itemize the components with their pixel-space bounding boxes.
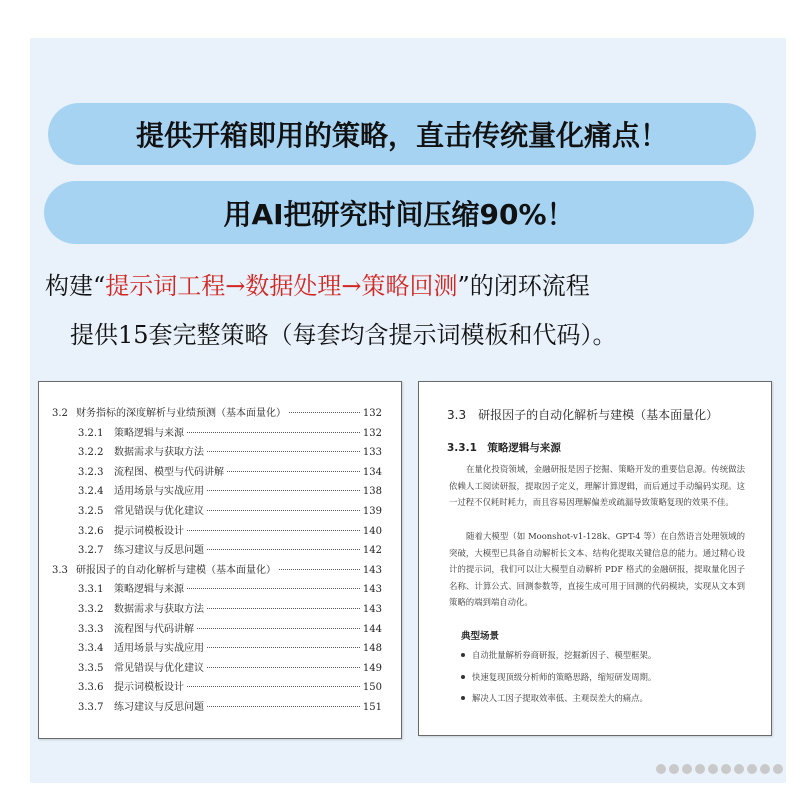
toc-number: 3.3.5	[78, 662, 104, 674]
toc-entry[interactable]	[78, 620, 382, 636]
toc-entry[interactable]	[52, 404, 382, 420]
workflow-line	[45, 266, 765, 301]
toc-title: 流程图与代码讲解	[114, 623, 194, 635]
toc-entry[interactable]	[78, 659, 382, 675]
toc-page-number: 149	[362, 662, 382, 674]
headline-banner-1	[48, 103, 756, 165]
toc-number: 3.2.5	[78, 506, 104, 517]
toc-page-number: 134	[362, 466, 382, 478]
dot-icon	[721, 764, 731, 774]
toc-title: 适用场景与实战应用	[114, 643, 204, 655]
toc-title: 数据需求与获取方法	[114, 447, 204, 459]
toc-title: 常见错误与优化建议	[114, 506, 204, 517]
dot-icon	[682, 764, 692, 774]
toc-entry[interactable]	[78, 424, 382, 440]
toc-entry[interactable]	[78, 502, 382, 518]
toc-title: 适用场景与实战应用	[114, 486, 204, 498]
workflow-prefix: 构建“	[45, 272, 106, 300]
headline-1-text: 提供开箱即用的策略，直击传统量化痛点！	[135, 119, 668, 152]
dot-icon	[708, 764, 718, 774]
workflow-highlight: 提示词工程→数据处理→策略回测	[105, 272, 458, 300]
toc-leader-dots	[207, 667, 360, 668]
toc-title: 策略逻辑与来源	[114, 584, 184, 596]
dot-icon	[656, 764, 666, 774]
toc-number: 3.2.7	[78, 545, 104, 557]
paragraph-1: 在量化投资领域，金融研报是因子挖掘、策略开发的重要信息源。传统做法依赖人工阅读研报，提取因子定义，理解计算逻辑，而后通过手动编码实现。这一过程不仅耗时耗力，而且容易因理解偏差或疏漏导致策略复现的效果不佳。	[449, 464, 745, 507]
toc-page-number: 133	[362, 447, 382, 459]
toc-number: 3.3	[52, 564, 68, 576]
toc-entry[interactable]	[78, 698, 382, 714]
toc-page-number: 132	[362, 427, 382, 439]
toc-number: 3.2	[52, 408, 68, 419]
dot-icon	[734, 764, 744, 774]
toc-leader-dots	[207, 510, 360, 511]
toc-entry[interactable]	[78, 541, 382, 557]
toc-leader-dots	[187, 588, 360, 589]
toc-title: 策略逻辑与来源	[114, 427, 184, 439]
toc-leader-dots	[279, 569, 360, 570]
toc-entry[interactable]	[78, 482, 382, 498]
strategy-count-line: 提供15套完整策略（每套均含提示词模板和代码）。	[70, 321, 617, 349]
toc-leader-dots	[289, 412, 360, 413]
bullet-dot-icon	[461, 696, 465, 700]
toc-number: 3.2.1	[78, 427, 104, 439]
toc-number: 3.2.6	[78, 525, 104, 537]
headline-2-text: 用AI把研究时间压缩90%！	[223, 197, 575, 231]
toc-number: 3.3.1	[78, 584, 104, 596]
toc-leader-dots	[207, 490, 360, 491]
paragraph-2: 随着大模型（如 Moonshot-v1-128k、GPT-4 等）在自然语言处理领域的突破，大模型已具备自动解析长文本、结构化提取关键信息的能力。通过精心设计的提示词，我们可以让大模型自动解析 PDF 格式的金融研报，提取量化因子名称、计算公式、回测参数等，直接生成可用于回测的代码模块，实现从文本到策略的端到端自动化。	[449, 531, 745, 607]
toc-number: 3.3.6	[78, 682, 104, 694]
toc-number: 3.2.4	[78, 486, 104, 498]
section-title: 3.3 研报因子的自动化解析与建模（基本面量化）	[447, 408, 719, 422]
toc-entry[interactable]	[78, 443, 382, 459]
toc-number: 3.3.3	[78, 623, 104, 635]
bullet-item: 自动批量解析券商研报，挖掘新因子、模型框架。	[461, 649, 656, 661]
pagination-dots	[656, 764, 783, 774]
toc-page-number: 138	[362, 486, 382, 498]
toc-entry[interactable]	[78, 639, 382, 655]
toc-title: 练习建议与反思问题	[114, 702, 204, 713]
toc-leader-dots	[207, 608, 360, 609]
toc-number: 3.3.2	[78, 604, 104, 615]
toc-page-number: 132	[362, 408, 382, 419]
toc-leader-dots	[207, 451, 360, 452]
toc-entry[interactable]	[78, 600, 382, 616]
toc-entry[interactable]	[78, 522, 382, 538]
toc-leader-dots	[207, 706, 360, 707]
toc-leader-dots	[207, 647, 360, 648]
toc-leader-dots	[207, 549, 360, 550]
toc-entry[interactable]	[78, 678, 382, 694]
toc-leader-dots	[187, 530, 360, 531]
toc-page-number: 150	[362, 682, 382, 694]
workflow-suffix: ”的闭环流程	[457, 272, 590, 300]
toc-title: 练习建议与反思问题	[114, 545, 204, 557]
toc-page-number: 151	[362, 702, 382, 713]
toc-title: 提示词模板设计	[114, 525, 184, 537]
toc-page-number: 143	[362, 604, 382, 615]
bullet-item: 快速复现顶级分析师的策略思路，缩短研发周期。	[461, 671, 656, 683]
toc-leader-dots	[187, 432, 360, 433]
toc-number: 3.3.4	[78, 643, 104, 655]
toc-title: 流程图、模型与代码讲解	[114, 466, 224, 478]
toc-number: 3.2.3	[78, 466, 104, 478]
headline-banner-2	[44, 181, 754, 244]
toc-leader-dots	[187, 686, 360, 687]
dot-icon	[760, 764, 770, 774]
toc-entry[interactable]	[78, 463, 382, 479]
toc-page-number: 139	[362, 506, 382, 517]
toc-entry[interactable]	[78, 580, 382, 596]
toc-page-number: 144	[362, 623, 382, 635]
toc-page-number: 143	[362, 564, 382, 576]
toc-title: 提示词模板设计	[114, 682, 184, 694]
typical-scenarios-heading: 典型场景	[461, 631, 500, 642]
subsection-title: 3.3.1 策略逻辑与来源	[447, 442, 561, 454]
bullet-item: 解决人工因子提取效率低、主观误差大的痛点。	[461, 692, 648, 704]
dot-icon	[695, 764, 705, 774]
toc-page-number: 140	[362, 525, 382, 537]
dot-icon	[669, 764, 679, 774]
bullet-dot-icon	[461, 653, 465, 657]
toc-leader-dots	[227, 471, 360, 472]
toc-title: 数据需求与获取方法	[114, 604, 204, 615]
toc-number: 3.2.2	[78, 447, 104, 459]
dot-icon	[773, 764, 783, 774]
toc-number: 3.3.7	[78, 702, 104, 713]
dot-icon	[747, 764, 757, 774]
toc-title: 常见错误与优化建议	[114, 662, 204, 674]
toc-page-number: 148	[362, 643, 382, 655]
toc-page-number: 143	[362, 584, 382, 596]
toc-title: 研报因子的自动化解析与建模（基本面量化）	[76, 564, 276, 576]
toc-title: 财务指标的深度解析与业绩预测（基本面量化）	[76, 408, 286, 419]
toc-page-number: 142	[362, 545, 382, 557]
bullet-dot-icon	[461, 675, 465, 679]
toc-leader-dots	[197, 628, 360, 629]
toc-entry[interactable]	[52, 561, 382, 577]
